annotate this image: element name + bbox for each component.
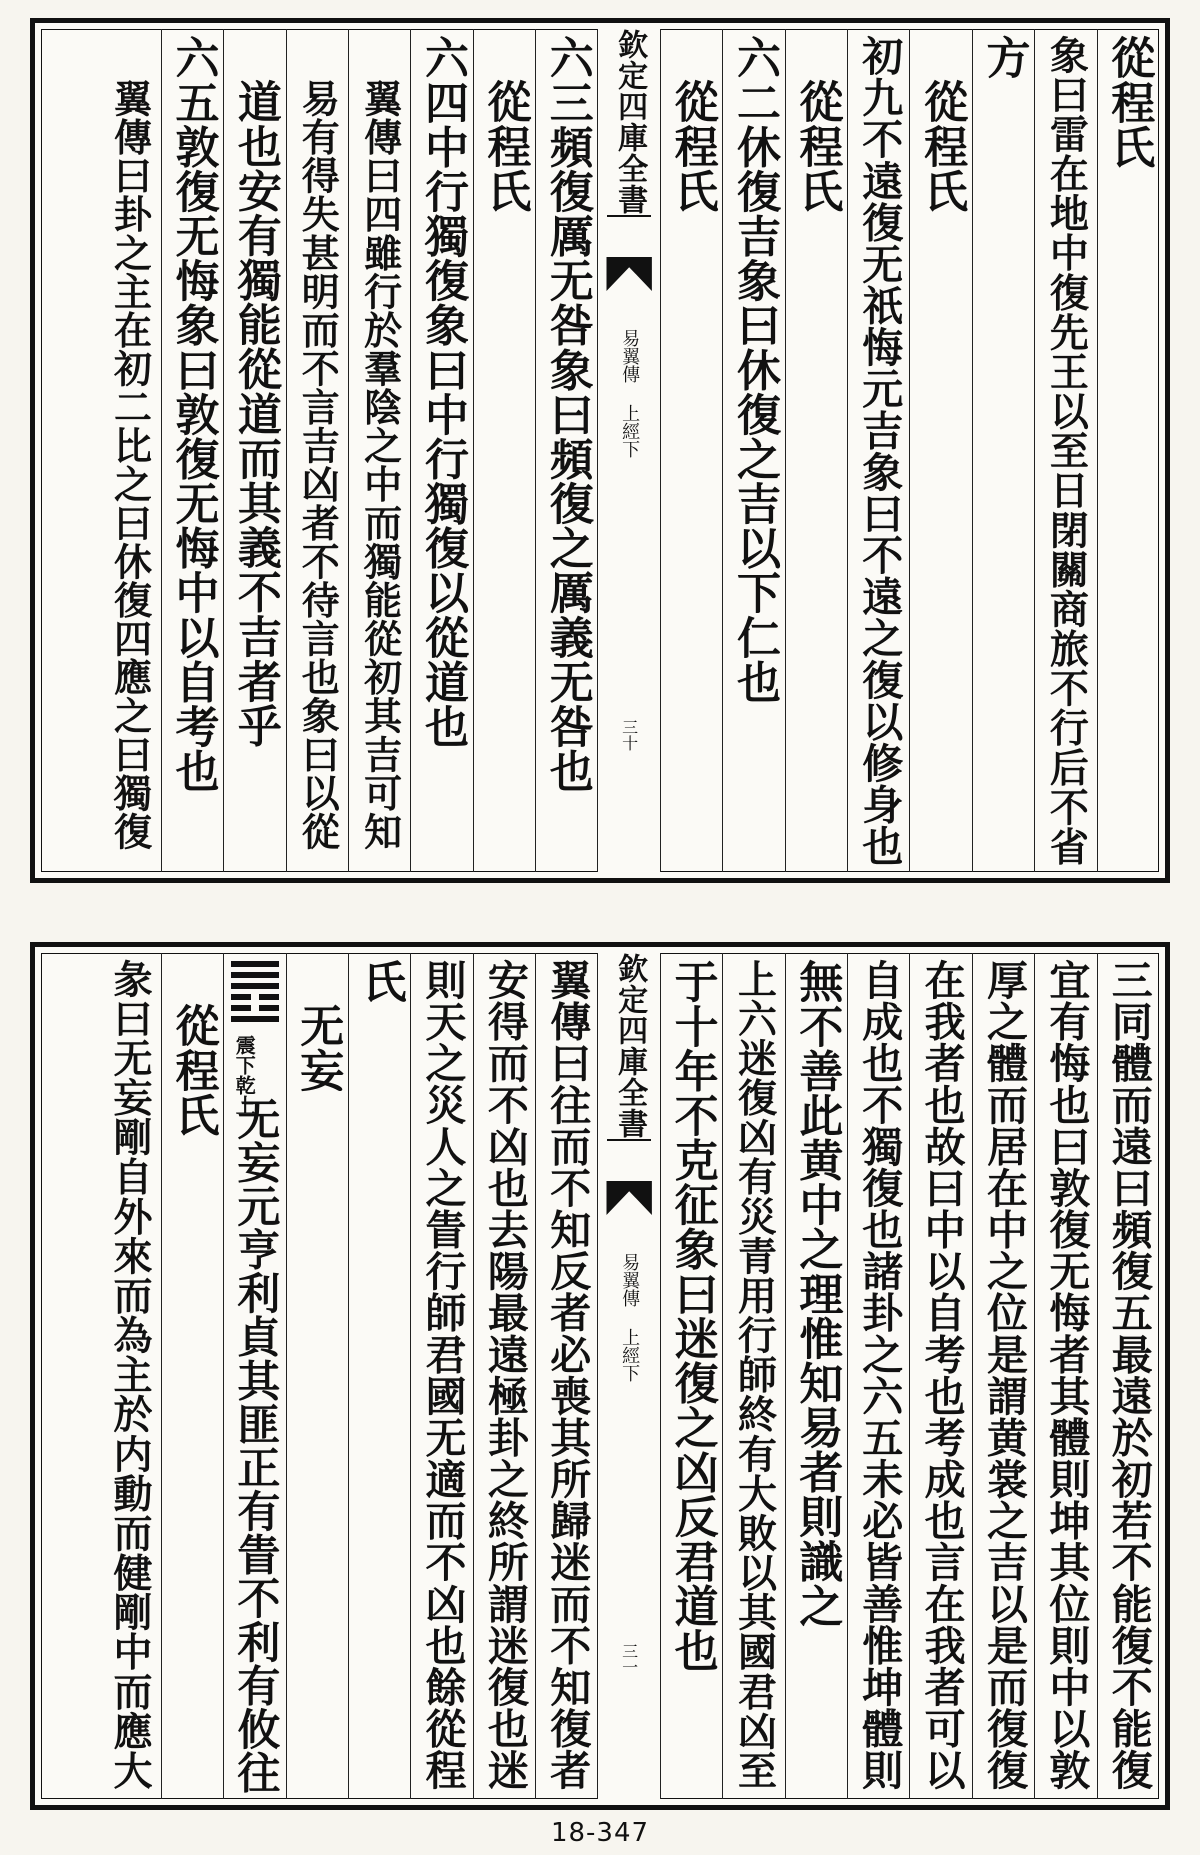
text-column — [909, 953, 971, 1799]
upper-page — [30, 18, 1170, 883]
column-text: 翼傳曰往而不知反者必喪其所歸迷而不知復者 — [543, 959, 592, 1791]
column-text: 無不善此黄中之理惟知易者則識之 — [791, 959, 843, 1628]
text-column — [722, 953, 784, 1799]
lower-page-columns — [41, 953, 1159, 1799]
folio-number: 三一 — [619, 1643, 639, 1675]
book-title: 欽定四庫全書 — [607, 29, 651, 217]
column-text: 无妄 — [292, 1003, 344, 1093]
text-column — [660, 29, 722, 872]
column-text: 于十年不克征象曰迷復之凶反君道也 — [666, 959, 718, 1673]
column-text: 六三頻復厲无咎象曰頻復之厲義无咎也 — [541, 35, 593, 793]
text-column — [785, 953, 847, 1799]
trigram-label: 震下乾上 — [232, 1035, 257, 1115]
column-text: 從程氏 — [791, 79, 843, 213]
column-text: 從程氏 — [479, 79, 531, 213]
column-text: 初九不遠復无祇悔元吉象曰不遠之復以修身也 — [855, 35, 904, 867]
hexagram-column — [223, 953, 285, 1799]
text-column — [161, 29, 223, 872]
text-column — [972, 953, 1034, 1799]
column-text: 翼傳曰卦之主在初二比之曰休復四應之曰獨復 — [107, 79, 153, 851]
text-column — [660, 953, 722, 1799]
text-column — [1034, 953, 1096, 1799]
text-column — [785, 29, 847, 872]
column-text: 六二休復吉象曰休復之吉以下仁也 — [728, 35, 780, 704]
column-text: 三同體而遠曰頻復五最遠於初若不能復不能復 — [1104, 959, 1153, 1791]
column-text: 易有得失甚明而不言吉凶者不待言也象曰以從 — [295, 79, 341, 851]
column-text: 自成也不獨復也諸卦之六五未必皆善惟坤體則 — [855, 959, 904, 1791]
text-column — [223, 29, 285, 872]
text-column — [972, 29, 1034, 872]
text-column — [98, 953, 160, 1799]
book-title: 欽定四庫全書 — [607, 953, 651, 1141]
text-column — [410, 953, 472, 1799]
text-column — [348, 953, 410, 1799]
text-column — [286, 29, 348, 872]
column-text: 翼傳曰四雖行於羣陰之中而獨能從初其吉可知 — [357, 79, 403, 851]
column-text: 宜有悔也曰敦復无悔者其體則坤其位則中以敦 — [1042, 959, 1091, 1791]
text-column — [1034, 29, 1096, 872]
column-text: 從程氏 — [1103, 35, 1155, 169]
page-number: 18-347 — [550, 1818, 650, 1848]
text-column — [1097, 953, 1159, 1799]
column-text: 无妄元亨利貞其匪正有眚不利有攸往 — [230, 1097, 281, 1795]
center-gutter — [597, 29, 659, 872]
folio-number: 三十 — [619, 719, 639, 751]
column-text: 厚之體而居在中之位是謂黄裳之吉以是而復復 — [980, 959, 1029, 1791]
column-text: 氏 — [354, 959, 406, 1004]
text-column — [847, 29, 909, 872]
text-column — [1097, 29, 1159, 872]
text-column — [473, 953, 535, 1799]
text-column — [161, 953, 223, 1799]
text-column — [286, 953, 348, 1799]
section-title: 易翼傳 上經下 — [619, 1253, 641, 1382]
text-column — [410, 29, 472, 872]
column-text: 彖曰无妄剛自外來而為主於内動而健剛中而應大 — [107, 959, 154, 1791]
column-text: 安得而不凶也去陽最遠極卦之終所謂迷復也迷 — [480, 959, 529, 1791]
text-column — [535, 29, 597, 872]
column-text: 從程氏 — [916, 79, 968, 213]
section-title: 易翼傳 上經下 — [619, 329, 641, 458]
column-text: 在我者也故曰中以自考也考成也言在我者可以 — [917, 959, 966, 1791]
text-column — [535, 953, 597, 1799]
text-column — [348, 29, 410, 872]
column-text: 從程氏 — [666, 79, 718, 213]
column-text: 從程氏 — [167, 1003, 219, 1137]
text-column — [847, 953, 909, 1799]
column-text: 方 — [978, 35, 1030, 80]
column-text: 則天之災人之眚行師君國无適而不凶也餘從程 — [418, 959, 467, 1791]
column-text: 六五敦復无悔象曰敦復无悔中以自考也 — [167, 35, 219, 793]
column-text: 象曰雷在地中復先王以至日閉關商旅不行后不省 — [1043, 35, 1090, 867]
column-text: 六四中行獨復象曰中行獨復以從道也 — [417, 35, 468, 749]
fish-tail-ornament — [606, 257, 651, 291]
fish-tail-ornament — [606, 1181, 651, 1215]
lower-page — [30, 942, 1170, 1810]
column-text: 道也安有獨能從道而其義不吉者乎 — [229, 79, 281, 748]
text-column — [98, 29, 160, 872]
text-column — [473, 29, 535, 872]
column-text: 上六迷復凶有災青用行師終有大敗以其國君凶至 — [731, 959, 778, 1791]
hexagram-wuwang-icon — [231, 961, 279, 1027]
center-gutter — [597, 953, 659, 1799]
text-column — [909, 29, 971, 872]
upper-page-columns — [41, 29, 1159, 872]
text-column — [722, 29, 784, 872]
